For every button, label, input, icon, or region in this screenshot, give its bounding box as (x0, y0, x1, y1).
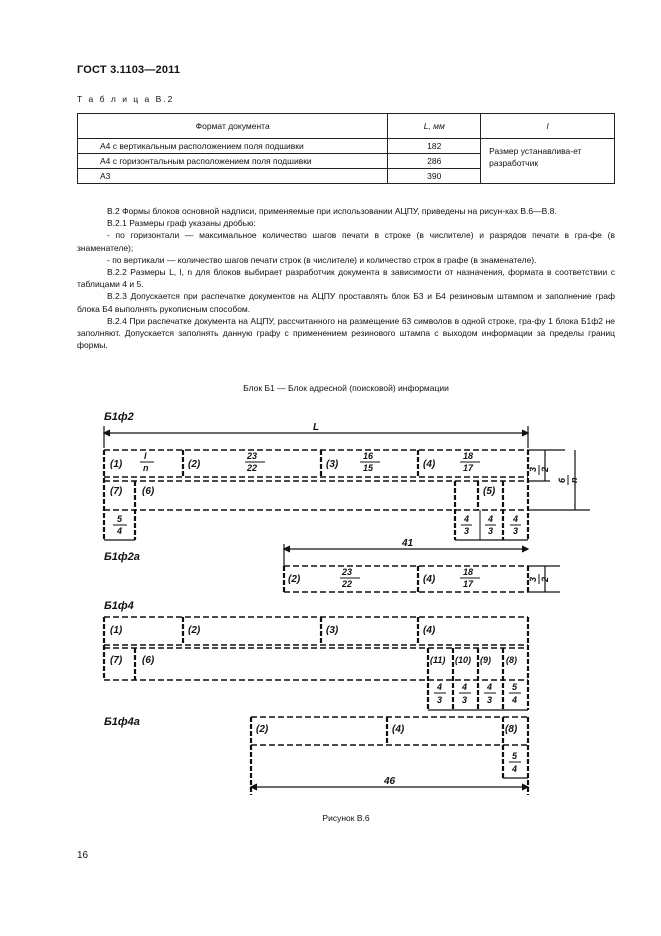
cell-label: (2) (188, 459, 201, 470)
fraction-den: 17 (463, 579, 474, 589)
page-number: 16 (77, 850, 89, 861)
arrow-head (522, 430, 528, 436)
table-cell-L: 286 (388, 154, 481, 169)
fraction-num: 5 (512, 682, 518, 692)
cell-label: (1) (110, 459, 123, 470)
paragraph: В.2.1 Размеры граф указаны дробью: (107, 218, 256, 229)
cell-label: (6) (142, 486, 155, 497)
paragraph: В.2.4 При распечатке документа на АЦПУ, рассчитанного на размещение 63 символов в одной строке, гра-фу 1 блока Б1ф2 не заполняют. Допускается заполнять данную графу с применением резинового штампа с выходом информации за пределы границ формы. (77, 315, 615, 351)
side-num: 3 (528, 576, 538, 582)
table-cell-size-note: Размер устанавлива-ет разработчик (481, 139, 615, 184)
cell-label: (6) (142, 655, 155, 666)
fraction-den: 22 (247, 463, 258, 473)
fraction-num: 16 (363, 451, 374, 461)
cell-label: (10) (455, 655, 472, 665)
cell-label: (11) (430, 655, 446, 665)
table-cell-L: 390 (388, 169, 481, 184)
dimension-label: 46 (384, 776, 396, 787)
table-cell-format: А4 с горизонтальным расположением поля подшивки (78, 154, 388, 169)
cell-label: (2) (288, 574, 301, 585)
side-den: 2 (540, 576, 550, 582)
cell-label: (4) (423, 574, 436, 585)
table-cell-format: А3 (78, 169, 388, 184)
fraction-den: 17 (463, 463, 474, 473)
cell-label: (2) (188, 625, 201, 636)
fraction-den: 3 (488, 526, 494, 536)
fraction-num: 5 (512, 751, 518, 761)
block-label-b1f2a: Б1ф2а (104, 551, 140, 563)
arrow-head (284, 546, 290, 552)
cell-label: (4) (392, 724, 405, 735)
fraction-den: 3 (464, 526, 470, 536)
paragraph: - по вертикали — количество шагов печати строк (в числителе) и количество строк в графе (в знаменателе). (107, 254, 537, 265)
cell-label: (3) (326, 459, 339, 470)
table-cell-L: 182 (388, 139, 481, 154)
cell-label: (4) (423, 625, 436, 636)
fraction-num: 18 (463, 567, 474, 577)
dimension-label: 41 (402, 538, 414, 549)
fraction-den: n (143, 463, 149, 473)
table-caption: Т а б л и ц а В.2 (77, 94, 175, 104)
arrow-head (522, 546, 528, 552)
cell-label: (4) (423, 459, 436, 470)
fraction-den: 15 (363, 463, 374, 473)
side-num: 6 (557, 477, 567, 483)
document-header: ГОСТ 3.1103—2011 (77, 64, 181, 76)
fraction-num: 4 (464, 514, 470, 524)
fraction-num: 4 (513, 514, 519, 524)
fraction-num: 23 (247, 451, 258, 461)
side-den: 2 (540, 466, 550, 472)
side-den: n (569, 477, 579, 483)
table-cell-format: А4 с вертикальным расположением поля подшивки (78, 139, 388, 154)
figure-title: Блок Б1 — Блок адресной (поисковой) информации (243, 383, 449, 393)
cell-label: (8) (505, 724, 518, 735)
fraction-den: 4 (117, 526, 123, 536)
cell-label: (5) (483, 486, 496, 497)
fraction-den: 3 (437, 695, 443, 705)
paragraph: В.2 Формы блоков основной надписи, применяемые при использовании АЦПУ, приведены на рисун-ках В.6—В.8. (107, 206, 557, 216)
fraction-num: 4 (437, 682, 443, 692)
paragraph: В.2.3 Допускается при распечатке документов на АЦПУ проставлять блок Б3 и Б4 резиновым штампом и заполнение граф блока Б4 выполнять рукописным способом. (77, 291, 615, 314)
paragraph: - по горизонтали — максимальное количество шагов печати в строке (в числителе) и разрядов печати в гра-фе (в знаменателе); (77, 230, 615, 253)
cell-label: (3) (326, 625, 339, 636)
table-header-format: Формат документа (78, 114, 388, 139)
cell-label: (8) (506, 655, 517, 665)
arrow-head (104, 430, 110, 436)
fraction-den: 3 (487, 695, 493, 705)
cell-label: (1) (110, 625, 123, 636)
cell-label: (7) (110, 486, 123, 497)
fraction-num: 23 (342, 567, 353, 577)
fraction-num: 4 (487, 682, 493, 692)
fraction-den: 3 (462, 695, 468, 705)
cell-label: (9) (480, 655, 491, 665)
side-num: 3 (528, 466, 538, 472)
fraction-num: 18 (463, 451, 474, 461)
block-label-b1f4: Б1ф4 (104, 600, 134, 612)
fraction-num: l (144, 451, 147, 461)
dimension-label: L (313, 422, 320, 433)
fraction-den: 4 (512, 695, 518, 705)
fraction-num: 4 (462, 682, 468, 692)
table-header-l: l (481, 114, 615, 139)
fraction-num: 5 (117, 514, 123, 524)
fraction-den: 3 (513, 526, 519, 536)
figure-caption: Рисунок В.6 (322, 813, 370, 823)
cell-label: (2) (256, 724, 269, 735)
cell-label: (7) (110, 655, 123, 666)
block-label-b1f2: Б1ф2 (104, 411, 134, 423)
table-header-L: L, мм (388, 114, 481, 139)
fraction-den: 4 (512, 764, 518, 774)
block-label-b1f4a: Б1ф4а (104, 716, 140, 728)
fraction-num: 4 (488, 514, 494, 524)
paragraph: В.2.2 Размеры L, l, n для блоков выбирает разработчик документа в зависимости от назначения, формата в соответствии с таблицами 4 и 5. (77, 267, 615, 290)
fraction-den: 22 (342, 579, 353, 589)
